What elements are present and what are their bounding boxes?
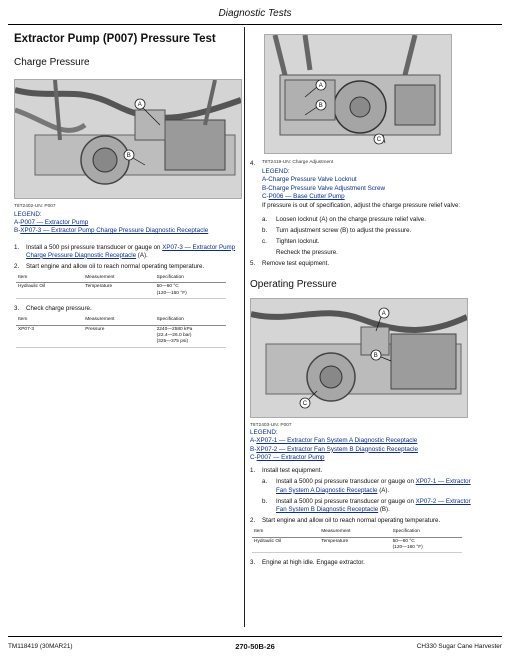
table-row xyxy=(16,283,226,299)
spec-line: (325—375 psi) xyxy=(156,339,189,345)
step-number: a. xyxy=(262,478,268,486)
link-xp07-1-step[interactable]: XP07-1 — Extractor Fan System A Diagnostic Receptacle xyxy=(276,478,471,494)
step-1 xyxy=(14,244,240,260)
cell-measurement: Temperature xyxy=(319,537,390,553)
col-spec: Specification xyxy=(391,528,462,537)
figure-caption: T8T2402-UN: P007 xyxy=(14,204,56,210)
cell-item: XP07-3 xyxy=(16,325,83,347)
spec-line: (120—160 °F) xyxy=(156,290,187,296)
step-number: 2. xyxy=(14,262,20,270)
col-measurement: Measurement xyxy=(83,316,154,325)
legend-text: Charge Pressure Valve Adjustment Screw xyxy=(268,184,386,192)
legend-item-b xyxy=(250,446,472,454)
link-p007[interactable]: P007 — Extractor Pump xyxy=(20,218,89,226)
link-xp07-3-step[interactable]: XP07-3 — Extractor Pump Charge Pressure Diagnostic Receptacle xyxy=(26,243,236,259)
cell-spec xyxy=(391,537,462,553)
footer-doc-id: TM118419 (30MAR21) xyxy=(8,643,73,650)
callout-a-label: A xyxy=(381,310,386,317)
figure-charge-adjustment xyxy=(264,34,452,154)
left-column xyxy=(14,28,240,348)
legend-item-b xyxy=(14,227,240,235)
legend-block-1 xyxy=(250,168,472,210)
legend-letter: A- xyxy=(250,437,257,445)
step-number: 4. xyxy=(250,160,256,167)
callout-a-label: A xyxy=(137,102,142,109)
figure-extractor-pump xyxy=(14,79,242,199)
callout-a-label: A xyxy=(318,83,323,90)
pump-illustration xyxy=(15,80,241,198)
step-number: 1. xyxy=(14,243,20,251)
spec-line: (120—160 °F) xyxy=(392,544,423,550)
col-item: Item xyxy=(16,274,83,283)
valve-illustration xyxy=(265,35,451,153)
step-4 xyxy=(250,160,472,168)
step-3 xyxy=(14,305,240,313)
step-number: 3. xyxy=(14,305,20,313)
col-measurement: Measurement xyxy=(319,528,390,537)
step-text: Loosen locknut (A) on the charge pressure relief valve. xyxy=(276,215,426,223)
legend-letter: B- xyxy=(262,184,269,192)
column-divider xyxy=(244,27,245,627)
figure-operating-pressure xyxy=(250,298,468,418)
op-step-1b xyxy=(250,498,472,514)
step-text: Start engine and allow oil to reach normal operating temperature. xyxy=(262,517,441,525)
step-number: 1. xyxy=(250,467,256,475)
step-text: Engine at high idle. Engage extractor. xyxy=(262,559,365,567)
step-number: 3. xyxy=(250,559,256,567)
spec-line: (22.4—26.0 bar) xyxy=(156,332,192,338)
link-xp07-2-step[interactable]: XP07-2 — Extractor Fan System B Diagnostic Receptacle xyxy=(276,497,471,513)
step-text xyxy=(276,498,472,514)
legend-letter: C- xyxy=(262,193,269,201)
op-step-1a xyxy=(250,478,472,494)
step-4c-recheck: Recheck the pressure. xyxy=(276,249,338,257)
footer-machine: CH330 Sugar Cane Harvester xyxy=(416,643,502,650)
spec-table-oil xyxy=(16,274,226,299)
step-text: Tighten locknut. xyxy=(276,237,320,245)
spec-line: 2240—2580 kPa xyxy=(156,326,193,332)
cell-measurement: Temperature xyxy=(83,283,154,299)
legend-item-a xyxy=(250,437,472,445)
step-text-post: (A). xyxy=(377,486,390,494)
col-item: Item xyxy=(252,528,319,537)
step-text: Remove test equipment. xyxy=(262,260,330,268)
legend-heading: LEGEND: xyxy=(14,210,42,218)
section-title-charge: Charge Pressure xyxy=(14,57,90,69)
step-number: a. xyxy=(262,215,268,223)
table-row xyxy=(252,537,462,553)
pump-illustration-2 xyxy=(251,299,467,417)
legend-letter: A- xyxy=(14,218,21,226)
link-p007[interactable]: P007 — Extractor Pump xyxy=(256,453,325,461)
table-row xyxy=(16,325,226,347)
callout-b-label: B xyxy=(373,352,378,359)
legend-text: Charge Pressure Valve Locknut xyxy=(268,176,357,184)
step-4b xyxy=(250,227,472,235)
page-title: Extractor Pump (P007) Pressure Test xyxy=(14,33,216,45)
step-text: Install test equipment. xyxy=(262,467,323,475)
cell-spec xyxy=(155,325,226,347)
cell-measurement: Pressure xyxy=(83,325,154,347)
legend-item-a xyxy=(262,176,472,184)
step-number: c. xyxy=(262,237,267,245)
step-number: 5. xyxy=(250,260,256,268)
link-xp07-3[interactable]: XP07-3 — Extractor Pump Charge Pressure Diagnostic Receptacle xyxy=(20,227,209,235)
callout-b-label: B xyxy=(126,153,131,160)
step-4c xyxy=(250,238,472,246)
header-title: Diagnostic Tests xyxy=(218,8,292,19)
step-number: 2. xyxy=(250,517,256,525)
page-footer xyxy=(8,636,502,655)
step-4a xyxy=(250,216,472,224)
callout-c-label: C xyxy=(376,137,382,144)
legend-letter: B- xyxy=(250,445,257,453)
step-2 xyxy=(14,263,240,271)
spec-table-oil-2 xyxy=(252,528,462,553)
step-text xyxy=(26,244,240,260)
step-text: Check charge pressure. xyxy=(26,305,92,313)
spec-line: 50—60 °C xyxy=(156,284,179,290)
legend-item-c xyxy=(262,193,472,201)
spec-table-pressure xyxy=(16,316,226,347)
callout-c-label: C xyxy=(302,400,308,407)
col-spec: Specification xyxy=(155,316,226,325)
step-5 xyxy=(250,260,472,268)
cell-spec xyxy=(155,283,226,299)
col-spec: Specification xyxy=(155,274,226,283)
legend-letter: A- xyxy=(262,176,269,184)
step-number: b. xyxy=(262,226,268,234)
legend-item-c xyxy=(250,454,472,462)
step-text: Turn adjustment screw (B) to adjust the pressure. xyxy=(276,226,412,234)
link-xp07-1[interactable]: XP07-1 — Extractor Fan System A Diagnostic Receptacle xyxy=(256,437,418,445)
step-text-post: (B). xyxy=(378,505,390,513)
link-xp07-2[interactable]: XP07-2 — Extractor Fan System B Diagnostic Receptacle xyxy=(256,445,418,453)
step-text xyxy=(276,478,472,494)
legend-letter: C- xyxy=(250,453,257,461)
page-header xyxy=(8,4,502,25)
col-measurement: Measurement xyxy=(83,274,154,283)
right-column xyxy=(250,28,472,568)
legend-item-b xyxy=(262,185,472,193)
callout-b-label: B xyxy=(318,103,323,110)
footer-page-number: 270-50B-26 xyxy=(235,642,275,651)
cell-item: Hydraulic Oil xyxy=(16,283,83,299)
spec-line: 50—60 °C xyxy=(392,538,415,544)
legend-letter: B- xyxy=(14,227,21,235)
op-step-1 xyxy=(250,467,472,475)
link-p006[interactable]: P006 — Base Cutter Pump xyxy=(268,193,345,201)
step-text-pre: Install a 5000 psi pressure transducer or gauge on xyxy=(276,497,416,505)
col-item: Item xyxy=(16,316,83,325)
legend-heading: LEGEND: xyxy=(250,429,278,437)
step-text: Start engine and allow oil to reach normal operating temperature. xyxy=(26,262,205,270)
step-text-pre: Install a 5000 psi pressure transducer or gauge on xyxy=(276,478,416,486)
legend-heading: LEGEND: xyxy=(262,168,290,176)
step-text-post: (A). xyxy=(136,251,148,259)
figure-caption: T8T2403-UN: P007 xyxy=(250,422,292,428)
figure-caption: T8T2419-UN: Charge Adjustment xyxy=(262,160,334,165)
cell-item: Hydraulic Oil xyxy=(252,537,319,553)
op-step-3 xyxy=(250,559,472,567)
step-text: If pressure is out of specification, adjust the charge pressure relief valve: xyxy=(262,202,461,210)
step-text-pre: Install a 500 psi pressure transducer or gauge on xyxy=(26,243,163,251)
legend-item-a xyxy=(14,219,240,227)
op-step-2 xyxy=(250,517,472,525)
section-title-operating: Operating Pressure xyxy=(250,278,337,290)
step-number: b. xyxy=(262,497,268,505)
